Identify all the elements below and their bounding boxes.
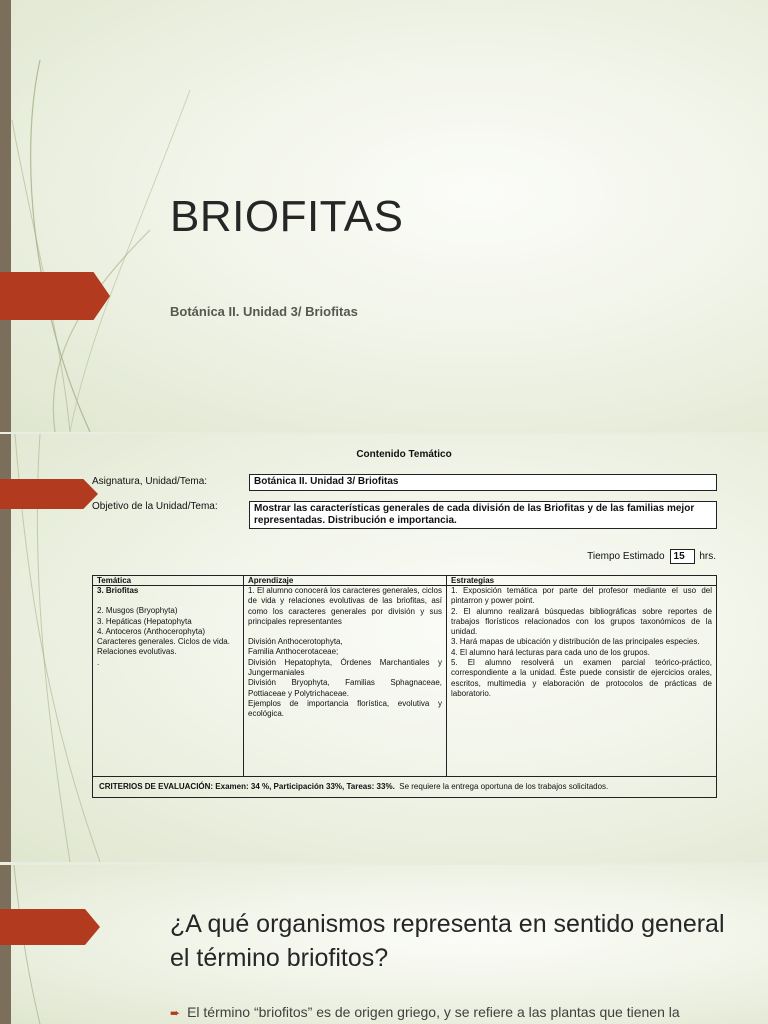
tematica-cell — [93, 586, 244, 777]
aprendizaje-line: División Anthocerotophyta, — [248, 637, 343, 647]
asignatura-value: Botánica II. Unidad 3/ Briofitas — [249, 474, 717, 491]
col-header-estrategias: Estrategias — [447, 576, 717, 586]
tematica-line: 2. Musgos (Bryophyta) — [97, 606, 178, 616]
tematica-line: 4. Antoceros (Anthocerophyta) — [97, 626, 206, 636]
contenido-table — [92, 575, 717, 798]
tematica-line: . — [97, 657, 100, 667]
accent-arrow — [0, 479, 98, 509]
question-heading: ¿A qué organismos representa en sentido general el término briofitos? — [170, 910, 725, 972]
tematica-line: 3. Briofitas — [97, 586, 139, 595]
criterios-cell — [93, 777, 717, 798]
tiempo-unit: hrs. — [699, 551, 716, 562]
bullet-item — [170, 1003, 710, 1022]
aprendizaje-line: 1. El alumno conocerá los caracteres generales, ciclos de vida y relaciones evolutivas de las briofitas, así como los caracteres generales por división y sus principales representantes — [248, 586, 442, 626]
tematica-line: Caracteres generales. Ciclos de vida. Relaciones evolutivas. — [97, 637, 230, 657]
aprendizaje-line: Familia Anthocerotaceae; — [248, 647, 339, 657]
col-header-aprendizaje: Aprendizaje — [244, 576, 447, 586]
asignatura-label: Asignatura, Unidad/Tema: — [92, 476, 208, 487]
objetivo-label: Objetivo de la Unidad/Tema: — [92, 501, 218, 512]
slide-question — [0, 865, 768, 1024]
table-row — [93, 586, 717, 777]
table-header-row — [93, 576, 717, 586]
tematica-line: 3. Hepáticas (Hepatophyta — [97, 616, 192, 626]
tiempo-estimado — [587, 549, 716, 564]
accent-arrow — [0, 272, 110, 320]
document-title: Contenido Temático — [356, 449, 452, 460]
slide-title — [0, 0, 768, 432]
accent-arrow — [0, 909, 100, 945]
slide-subtitle: Botánica II. Unidad 3/ Briofitas — [170, 304, 358, 319]
aprendizaje-spacer — [248, 627, 442, 637]
estrategias-line: 4. El alumno hará lecturas para cada uno de los grupos. — [451, 647, 650, 657]
tematica-spacer — [97, 596, 239, 606]
aprendizaje-cell — [244, 586, 447, 777]
criterios-row — [93, 777, 717, 798]
aprendizaje-line: Ejemplos de importancia florística, evolutiva y ecológica. — [248, 698, 442, 719]
tiempo-label: Tiempo Estimado — [587, 551, 665, 562]
col-header-tematica: Temática — [93, 576, 244, 586]
slide-contenido-tematico — [0, 434, 768, 862]
criterios-rest: Se requiere la entrega oportuna de los trabajos solicitados. — [399, 781, 609, 791]
estrategias-cell — [447, 586, 717, 777]
criterios-bold: CRITERIOS DE EVALUACIÓN: Examen: 34 %, Participación 33%, Tareas: 33%. — [99, 781, 395, 791]
aprendizaje-line: División Bryophyta, Familias Sphagnaceae, Pottiaceae y Polytrichaceae. — [248, 678, 442, 698]
slide-title-text: BRIOFITAS — [170, 192, 404, 241]
estrategias-line: 3. Hará mapas de ubicación y distribución de las principales especies. — [451, 637, 700, 647]
estrategias-line: 2. El alumno realizará búsquedas bibliográficas sobre reportes de trabajos florísticos relacionados con los grupos taxonómicos de la unidad. — [451, 606, 712, 637]
aprendizaje-line: División Hepatophyta, Órdenes Marchantiales y Jungermaniales — [248, 657, 442, 678]
estrategias-line: 1. Exposición temática por parte del profesor mediante el uso del pintarron y power point. — [451, 586, 712, 606]
estrategias-line: 5. El alumno resolverá un examen parcial teórico-práctico, correspondiente a la unidad. Éste puede consistir de ejercicios orales, escritos, multimedia y elaboración de protocolos de prácticas de laboratorio. — [451, 658, 712, 698]
bullet-text: El término “briofitos” es de origen griego, y se refiere a las plantas que tienen la — [187, 1004, 680, 1020]
objetivo-value: Mostrar las características generales de cada división de las Briofitas y de las familias mejor representadas. Distribución e importancia. — [249, 501, 717, 529]
tiempo-value: 15 — [670, 549, 695, 564]
arrow-bullet-icon: ➨ — [170, 1006, 181, 1020]
